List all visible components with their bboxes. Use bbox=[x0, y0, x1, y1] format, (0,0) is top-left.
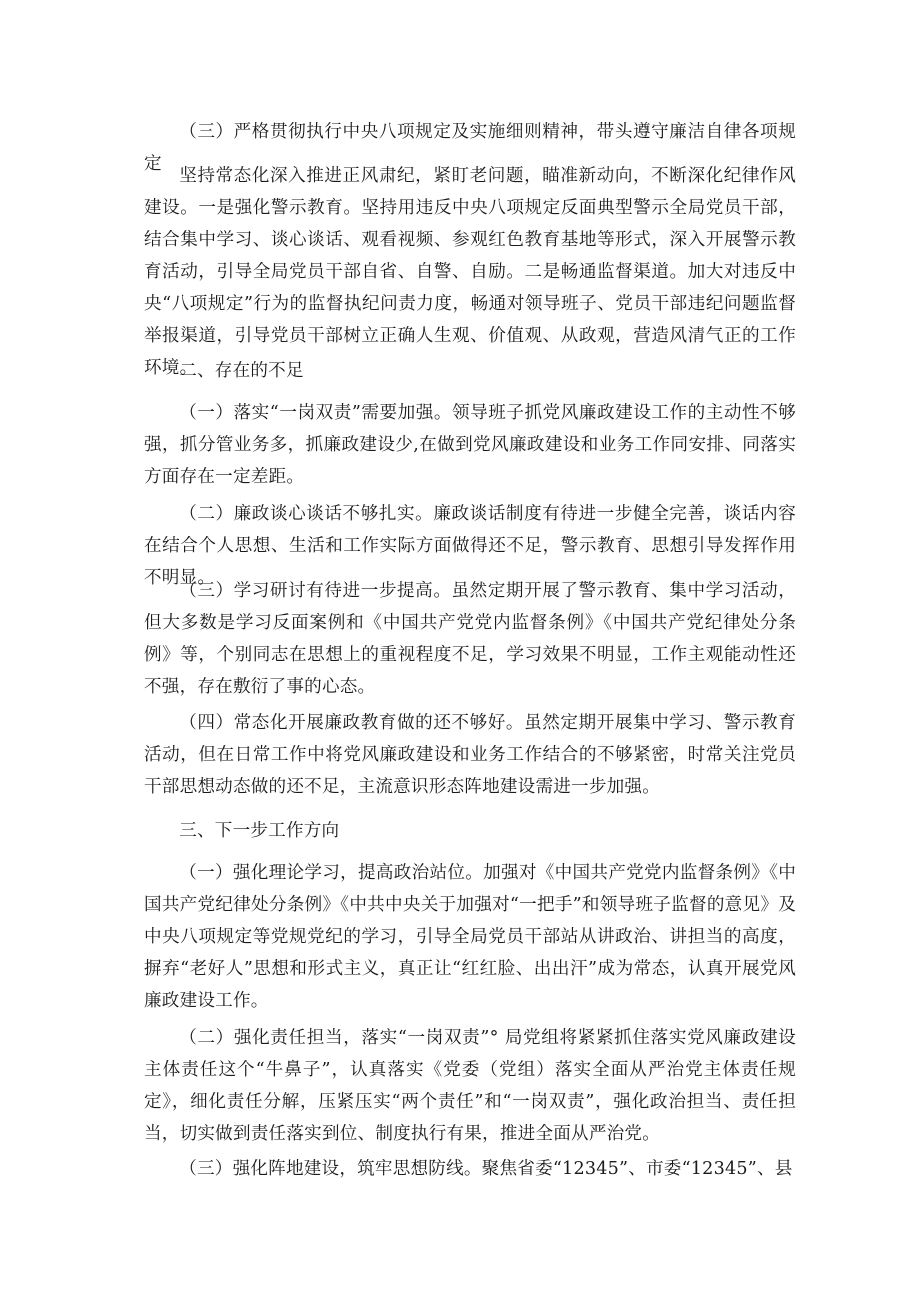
body-paragraph-next-step-2: （二）强化责任担当，落实“一岗双责”° 局党组将紧紧抓住落实党风廉政建设主体责任这个“牛鼻子”，认真落实《党委（党组）落实全面从严治党主体责任规定》，细化责任分解，压紧压实“两个责任”和“一岗双责”，强化政治担当、责任担当，切实做到责任落实到位、制度执行有果，推进全面从严治党。 bbox=[144, 1028, 796, 1144]
body-paragraph-shortcoming-1: （一）落实“一岗双责”需要加强。领导班子抓党风廉政建设工作的主动性不够强，抓分管业务多，抓廉政建设少,在做到党风廉政建设和业务工作同安排、同落实方面存在一定差距。 bbox=[144, 403, 796, 487]
body-paragraph-discipline: 坚持常态化深入推进正风肃纪，紧盯老问题，瞄准新动向，不断深化纪律作风建设。一是强化警示教育。坚持用违反中央八项规定反面典型警示全局党员干部，结合集中学习、谈心谈话、观看视频、参观红色教育基地等形式，深入开展警示教育活动，引导全局党员干部自省、自警、自励。二是畅通监督渠道。加大对违反中央“八项规定”行为的监督执纪问责力度，畅通对领导班子、党员干部违纪问题监督举报渠道，引导党员干部树立正确人生观、价值观、从政观，营造风清气正的工作环境。 bbox=[144, 166, 796, 378]
body-paragraph-next-step-3: （三）强化阵地建设，筑牢思想防线。聚焦省委“12345”、市委“12345”、县 bbox=[179, 1159, 793, 1179]
section-heading-eight-rules: （三）严格贯彻执行中央八项规定及实施细则精神，带头遵守廉洁自律各项规定 bbox=[144, 122, 796, 174]
section-heading-next-steps: 三、下一步工作方向 bbox=[179, 821, 340, 841]
section-heading-shortcomings: 二、存在的不足 bbox=[179, 361, 304, 381]
body-paragraph-shortcoming-4: （四）常态化开展廉政教育做的还不够好。虽然定期开展集中学习、警示教育活动，但在日常工作中将党风廉政建设和业务工作结合的不够紧密，时常关注党员干部思想动态做的还不足，主流意识形态阵地建设需进一步加强。 bbox=[144, 713, 796, 797]
body-paragraph-next-step-1: （一）强化理论学习，提高政治站位。加强对《中国共产党党内监督条例》《中国共产党纪律处分条例》《中共中央关于加强对“一把手”和领导班子监督的意见》及中央八项规定等党规党纪的学习，引导全局党员干部站从讲政治、讲担当的高度，摒弃“老好人”思想和形式主义，真正让“红红脸、出出汗”成为常态，认真开展党风廉政建设工作。 bbox=[144, 863, 796, 1011]
body-paragraph-shortcoming-3: （三）学习研讨有待进一步提高。虽然定期开展了警示教育、集中学习活动，但大多数是学习反面案例和《中国共产党党内监督条例》《中国共产党纪律处分条例》等，个别同志在思想上的重视程度不足，学习效果不明显，工作主观能动性还不强，存在敷衍了事的心态。 bbox=[144, 581, 796, 697]
body-paragraph-shortcoming-2: （二）廉政谈心谈话不够扎实。廉政谈话制度有待进一步健全完善，谈话内容在结合个人思想、生活和工作实际方面做得还不足，警示教育、思想引导发挥作用不明显。 bbox=[144, 504, 796, 588]
